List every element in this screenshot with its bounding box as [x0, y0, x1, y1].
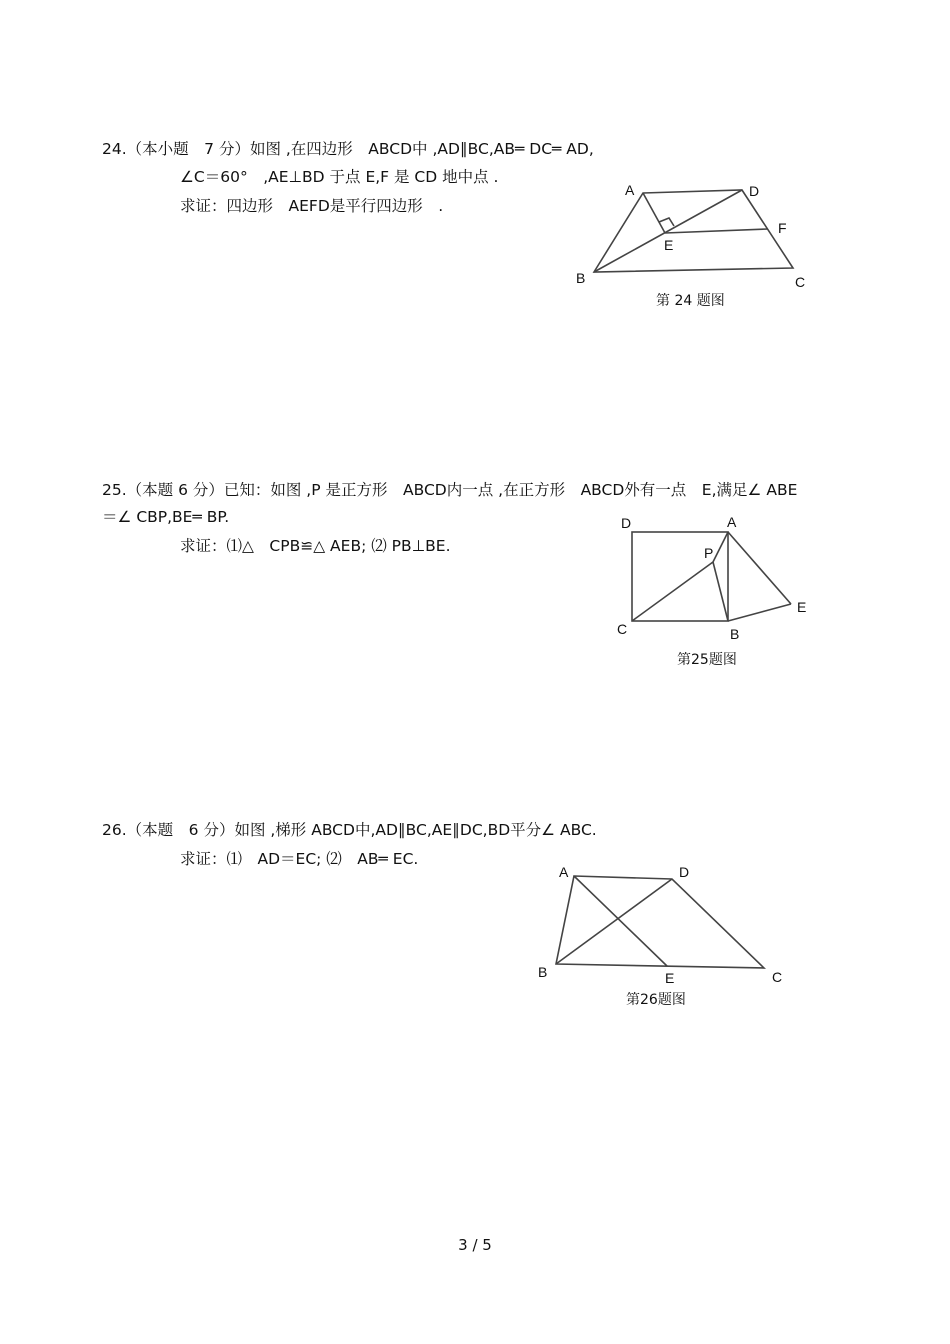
- page-number: 3 / 5: [458, 1236, 492, 1254]
- label-e-24: E: [664, 237, 674, 253]
- square-abcd-25: [632, 532, 728, 621]
- problem-24-line-1: 24.（本小题 7 分）如图 ,在四边形 ABCD中 ,AD∥BC,AB═ DC═ AD,: [102, 140, 594, 158]
- caption-25: 第25题图: [677, 652, 737, 668]
- problem-24-line-3: 求证：四边形 AEFD是平行四边形 .: [180, 197, 444, 215]
- segment-ae-26: [574, 876, 667, 966]
- label-c-25: C: [617, 621, 628, 637]
- label-c-26: C: [772, 969, 783, 985]
- problem-26-line-1: 26.（本题 6 分）如图 ,梯形 ABCD中,AD∥BC,AE∥DC,BD平分∠ ABC.: [102, 821, 597, 839]
- label-b-26: B: [538, 964, 548, 980]
- figure-26: [530, 860, 800, 990]
- label-d-25: D: [621, 515, 632, 531]
- label-c-24: C: [795, 274, 806, 290]
- label-e-25: E: [797, 599, 807, 615]
- label-d-24: D: [749, 183, 760, 199]
- segment-bd-26: [556, 879, 672, 964]
- segment-ae-25: [728, 532, 791, 604]
- label-b-25: B: [730, 626, 740, 642]
- problem-25-line-3: 求证：⑴△ CPB≌△ AEB; ⑵ PB⊥BE.: [180, 537, 451, 555]
- label-e-26: E: [665, 970, 675, 986]
- segment-ef-24: [665, 229, 768, 233]
- label-a-25: A: [727, 514, 737, 530]
- label-p-25: P: [704, 545, 714, 561]
- problem-25-line-1: 25.（本题 6 分）已知：如图 ,P 是正方形 ABCD内一点 ,在正方形 ABCD外有一点 E,满足∠ ABE: [102, 481, 798, 499]
- segment-ae-24: [643, 193, 665, 233]
- quad-abcd-24: [594, 190, 793, 272]
- label-f-24: F: [778, 220, 787, 236]
- figure-25: [610, 510, 820, 645]
- problem-26-line-2: 求证：⑴ AD＝EC; ⑵ AB═ EC.: [180, 850, 419, 868]
- segment-pa-25: [713, 532, 728, 562]
- segment-pb-25: [713, 562, 728, 621]
- label-a-24: A: [625, 182, 635, 198]
- figure-24: [560, 175, 820, 290]
- problem-24-line-2: ∠C＝60° ,AE⊥BD 于点 E,F 是 CD 地中点 .: [180, 168, 499, 186]
- label-b-24: B: [576, 270, 586, 286]
- segment-be-25: [728, 604, 791, 621]
- caption-26: 第26题图: [626, 992, 686, 1008]
- caption-24: 第 24 题图: [656, 293, 725, 309]
- problem-25-line-2: ＝∠ CBP,BE═ BP.: [102, 508, 230, 526]
- label-d-26: D: [679, 864, 690, 880]
- segment-cp-25: [632, 562, 713, 621]
- label-a-26: A: [559, 864, 569, 880]
